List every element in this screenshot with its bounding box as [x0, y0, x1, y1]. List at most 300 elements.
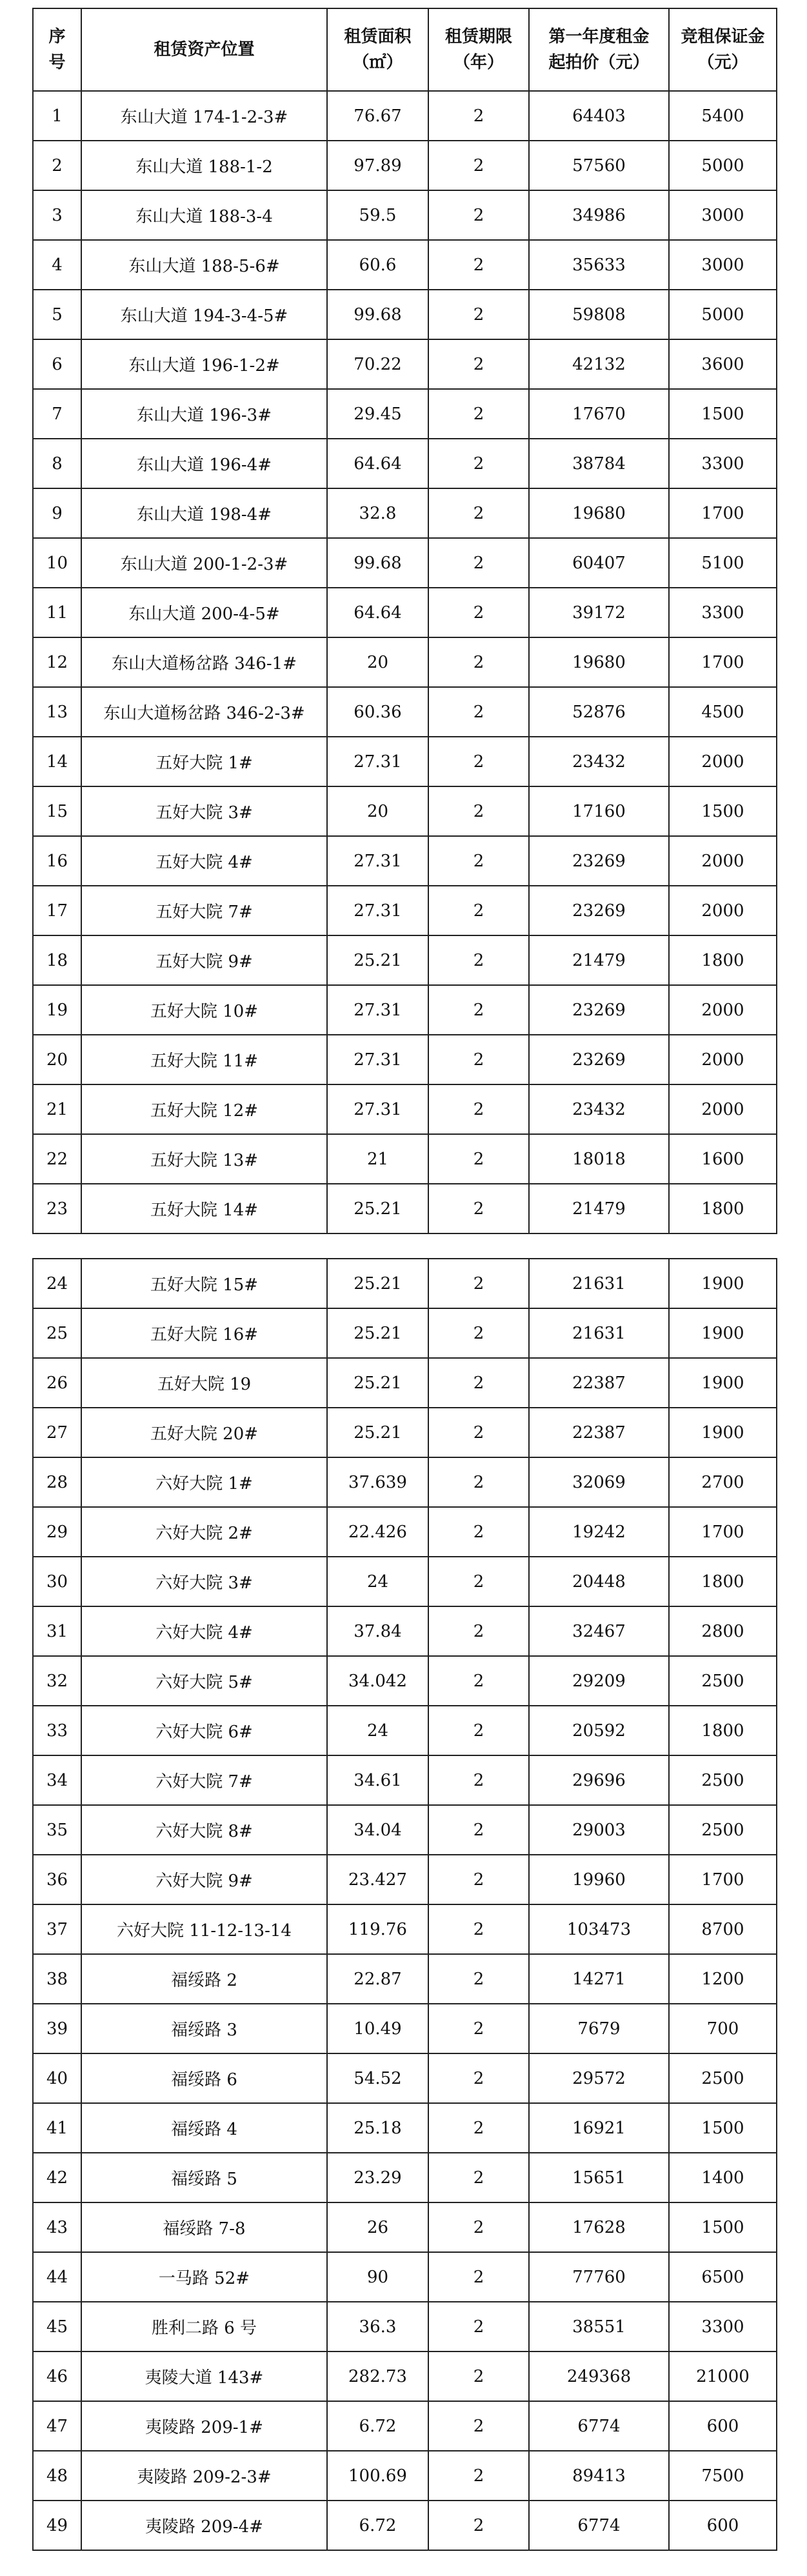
table-row — [33, 190, 777, 240]
table-row — [33, 339, 777, 389]
cell-deposit: 600 — [669, 2501, 777, 2550]
cell-area: 21 — [327, 1134, 428, 1184]
rental-table-part-1 — [32, 8, 777, 1234]
table-row — [33, 1507, 777, 1557]
cell-no: 20 — [33, 1035, 81, 1084]
cell-no: 16 — [33, 836, 81, 886]
cell-deposit: 3300 — [669, 439, 777, 488]
cell-no: 32 — [33, 1656, 81, 1706]
cell-location: 夷陵路 209-4# — [81, 2501, 327, 2550]
cell-area: 119.76 — [327, 1904, 428, 1954]
cell-no: 23 — [33, 1184, 81, 1233]
cell-area: 34.61 — [327, 1755, 428, 1805]
table-row — [33, 1954, 777, 2004]
cell-term: 2 — [428, 2451, 529, 2501]
cell-area: 10.49 — [327, 2004, 428, 2053]
cell-location: 夷陵大道 143# — [81, 2351, 327, 2401]
cell-term: 2 — [428, 985, 529, 1035]
cell-no: 4 — [33, 240, 81, 290]
cell-no: 40 — [33, 2053, 81, 2103]
cell-area: 37.639 — [327, 1457, 428, 1507]
cell-deposit: 2700 — [669, 1457, 777, 1507]
cell-location: 五好大院 19 — [81, 1358, 327, 1408]
cell-area: 23.29 — [327, 2153, 428, 2202]
cell-area: 59.5 — [327, 190, 428, 240]
cell-deposit: 1800 — [669, 935, 777, 985]
cell-price: 34986 — [529, 190, 669, 240]
cell-price: 23269 — [529, 836, 669, 886]
cell-no: 37 — [33, 1904, 81, 1954]
header-term: 租赁期限 （年） — [428, 8, 529, 91]
cell-no: 12 — [33, 637, 81, 687]
cell-deposit: 1600 — [669, 1134, 777, 1184]
table-header-row — [33, 8, 777, 91]
cell-deposit: 1400 — [669, 2153, 777, 2202]
cell-location: 五好大院 20# — [81, 1408, 327, 1457]
table-row — [33, 1134, 777, 1184]
cell-term: 2 — [428, 1259, 529, 1308]
cell-deposit: 2500 — [669, 1805, 777, 1855]
cell-price: 77760 — [529, 2252, 669, 2302]
cell-location: 福绥路 4 — [81, 2103, 327, 2153]
cell-deposit: 5100 — [669, 538, 777, 588]
cell-deposit: 1800 — [669, 1184, 777, 1233]
cell-no: 30 — [33, 1557, 81, 1606]
cell-term: 2 — [428, 1308, 529, 1358]
cell-area: 26 — [327, 2202, 428, 2252]
cell-location: 六好大院 1# — [81, 1457, 327, 1507]
cell-deposit: 1900 — [669, 1408, 777, 1457]
cell-no: 21 — [33, 1084, 81, 1134]
cell-no: 41 — [33, 2103, 81, 2153]
cell-price: 29572 — [529, 2053, 669, 2103]
table-row — [33, 141, 777, 190]
cell-price: 249368 — [529, 2351, 669, 2401]
table-row — [33, 1457, 777, 1507]
cell-area: 76.67 — [327, 91, 428, 141]
cell-deposit: 2800 — [669, 1606, 777, 1656]
cell-deposit: 2500 — [669, 2053, 777, 2103]
cell-location: 东山大道 194-3-4-5# — [81, 290, 327, 339]
cell-no: 6 — [33, 339, 81, 389]
table-row — [33, 2004, 777, 2053]
table-row — [33, 886, 777, 935]
cell-price: 35633 — [529, 240, 669, 290]
cell-deposit: 5000 — [669, 290, 777, 339]
cell-deposit: 1800 — [669, 1557, 777, 1606]
cell-deposit: 600 — [669, 2401, 777, 2451]
cell-location: 五好大院 13# — [81, 1134, 327, 1184]
cell-deposit: 3000 — [669, 190, 777, 240]
cell-price: 23269 — [529, 985, 669, 1035]
cell-no: 9 — [33, 488, 81, 538]
cell-term: 2 — [428, 190, 529, 240]
cell-area: 99.68 — [327, 290, 428, 339]
cell-no: 34 — [33, 1755, 81, 1805]
cell-price: 32069 — [529, 1457, 669, 1507]
cell-deposit: 2500 — [669, 1656, 777, 1706]
cell-term: 2 — [428, 2004, 529, 2053]
cell-no: 24 — [33, 1259, 81, 1308]
cell-term: 2 — [428, 886, 529, 935]
table-row — [33, 687, 777, 737]
cell-area: 23.427 — [327, 1855, 428, 1904]
cell-no: 44 — [33, 2252, 81, 2302]
cell-deposit: 2000 — [669, 886, 777, 935]
cell-term: 2 — [428, 737, 529, 786]
cell-area: 32.8 — [327, 488, 428, 538]
cell-location: 六好大院 8# — [81, 1805, 327, 1855]
cell-location: 五好大院 9# — [81, 935, 327, 985]
cell-no: 45 — [33, 2302, 81, 2351]
cell-term: 2 — [428, 439, 529, 488]
cell-area: 90 — [327, 2252, 428, 2302]
cell-term: 2 — [428, 687, 529, 737]
cell-area: 60.6 — [327, 240, 428, 290]
cell-location: 福绥路 6 — [81, 2053, 327, 2103]
cell-area: 24 — [327, 1706, 428, 1755]
cell-no: 46 — [33, 2351, 81, 2401]
cell-term: 2 — [428, 1358, 529, 1408]
cell-no: 15 — [33, 786, 81, 836]
cell-price: 21479 — [529, 935, 669, 985]
cell-area: 64.64 — [327, 439, 428, 488]
cell-location: 五好大院 15# — [81, 1259, 327, 1308]
cell-location: 东山大道杨岔路 346-1# — [81, 637, 327, 687]
cell-price: 21631 — [529, 1308, 669, 1358]
cell-location: 东山大道 188-5-6# — [81, 240, 327, 290]
cell-location: 六好大院 6# — [81, 1706, 327, 1755]
cell-price: 32467 — [529, 1606, 669, 1656]
cell-area: 282.73 — [327, 2351, 428, 2401]
table-row — [33, 935, 777, 985]
table-row — [33, 1656, 777, 1706]
cell-location: 福绥路 5 — [81, 2153, 327, 2202]
cell-deposit: 6500 — [669, 2252, 777, 2302]
table-row — [33, 1904, 777, 1954]
cell-price: 89413 — [529, 2451, 669, 2501]
cell-location: 福绥路 2 — [81, 1954, 327, 2004]
table-row — [33, 439, 777, 488]
cell-location: 五好大院 11# — [81, 1035, 327, 1084]
cell-location: 东山大道 188-3-4 — [81, 190, 327, 240]
cell-location: 东山大道 200-4-5# — [81, 588, 327, 637]
table-row — [33, 2153, 777, 2202]
cell-area: 20 — [327, 786, 428, 836]
cell-area: 37.84 — [327, 1606, 428, 1656]
cell-area: 27.31 — [327, 737, 428, 786]
table-row — [33, 737, 777, 786]
table-row — [33, 1805, 777, 1855]
cell-no: 48 — [33, 2451, 81, 2501]
cell-area: 27.31 — [327, 1084, 428, 1134]
cell-price: 52876 — [529, 687, 669, 737]
table-row — [33, 2501, 777, 2550]
cell-term: 2 — [428, 1855, 529, 1904]
cell-term: 2 — [428, 141, 529, 190]
cell-location: 一马路 52# — [81, 2252, 327, 2302]
cell-area: 29.45 — [327, 389, 428, 439]
cell-no: 3 — [33, 190, 81, 240]
cell-term: 2 — [428, 836, 529, 886]
cell-deposit: 1200 — [669, 1954, 777, 2004]
cell-price: 19960 — [529, 1855, 669, 1904]
cell-area: 22.87 — [327, 1954, 428, 2004]
cell-price: 19242 — [529, 1507, 669, 1557]
cell-term: 2 — [428, 637, 529, 687]
cell-term: 2 — [428, 1805, 529, 1855]
cell-location: 五好大院 10# — [81, 985, 327, 1035]
cell-term: 2 — [428, 2351, 529, 2401]
table-body-part-2 — [33, 1259, 777, 2550]
cell-area: 97.89 — [327, 141, 428, 190]
cell-location: 五好大院 16# — [81, 1308, 327, 1358]
cell-price: 6774 — [529, 2501, 669, 2550]
cell-area: 25.18 — [327, 2103, 428, 2153]
cell-term: 2 — [428, 538, 529, 588]
cell-location: 五好大院 1# — [81, 737, 327, 786]
cell-location: 六好大院 9# — [81, 1855, 327, 1904]
cell-no: 36 — [33, 1855, 81, 1904]
table-row — [33, 1706, 777, 1755]
cell-price: 42132 — [529, 339, 669, 389]
cell-location: 东山大道杨岔路 346-2-3# — [81, 687, 327, 737]
cell-deposit: 1500 — [669, 786, 777, 836]
cell-area: 27.31 — [327, 1035, 428, 1084]
cell-price: 103473 — [529, 1904, 669, 1954]
cell-location: 福绥路 7-8 — [81, 2202, 327, 2252]
cell-price: 39172 — [529, 588, 669, 637]
cell-deposit: 4500 — [669, 687, 777, 737]
table-row — [33, 1358, 777, 1408]
cell-price: 21631 — [529, 1259, 669, 1308]
table-row — [33, 2351, 777, 2401]
cell-price: 14271 — [529, 1954, 669, 2004]
cell-no: 27 — [33, 1408, 81, 1457]
cell-deposit: 2000 — [669, 737, 777, 786]
cell-price: 22387 — [529, 1358, 669, 1408]
table-row — [33, 240, 777, 290]
table-row — [33, 2202, 777, 2252]
cell-no: 31 — [33, 1606, 81, 1656]
table-row — [33, 1855, 777, 1904]
cell-price: 23269 — [529, 1035, 669, 1084]
cell-area: 6.72 — [327, 2501, 428, 2550]
cell-price: 17670 — [529, 389, 669, 439]
table-row — [33, 2252, 777, 2302]
cell-deposit: 3300 — [669, 2302, 777, 2351]
cell-deposit: 1900 — [669, 1308, 777, 1358]
cell-no: 42 — [33, 2153, 81, 2202]
cell-price: 17160 — [529, 786, 669, 836]
cell-price: 15651 — [529, 2153, 669, 2202]
cell-term: 2 — [428, 240, 529, 290]
header-area: 租赁面积 （㎡） — [327, 8, 428, 91]
cell-term: 2 — [428, 339, 529, 389]
header-location: 租赁资产位置 — [81, 8, 327, 91]
table-row — [33, 836, 777, 886]
cell-location: 东山大道 188-1-2 — [81, 141, 327, 190]
cell-area: 64.64 — [327, 588, 428, 637]
cell-deposit: 3000 — [669, 240, 777, 290]
table-row — [33, 637, 777, 687]
cell-price: 23432 — [529, 737, 669, 786]
cell-term: 2 — [428, 1656, 529, 1706]
cell-term: 2 — [428, 935, 529, 985]
cell-location: 东山大道 198-4# — [81, 488, 327, 538]
cell-area: 27.31 — [327, 836, 428, 886]
cell-price: 18018 — [529, 1134, 669, 1184]
cell-deposit: 21000 — [669, 2351, 777, 2401]
cell-term: 2 — [428, 2252, 529, 2302]
cell-price: 29696 — [529, 1755, 669, 1805]
cell-location: 五好大院 14# — [81, 1184, 327, 1233]
cell-location: 东山大道 174-1-2-3# — [81, 91, 327, 141]
cell-area: 36.3 — [327, 2302, 428, 2351]
cell-price: 19680 — [529, 637, 669, 687]
cell-location: 六好大院 4# — [81, 1606, 327, 1656]
cell-price: 29003 — [529, 1805, 669, 1855]
cell-deposit: 1700 — [669, 637, 777, 687]
cell-price: 59808 — [529, 290, 669, 339]
table-row — [33, 588, 777, 637]
cell-price: 21479 — [529, 1184, 669, 1233]
cell-no: 47 — [33, 2401, 81, 2451]
cell-price: 6774 — [529, 2401, 669, 2451]
cell-price: 19680 — [529, 488, 669, 538]
cell-price: 57560 — [529, 141, 669, 190]
cell-area: 99.68 — [327, 538, 428, 588]
cell-no: 29 — [33, 1507, 81, 1557]
cell-deposit: 2000 — [669, 1084, 777, 1134]
cell-no: 38 — [33, 1954, 81, 2004]
cell-no: 43 — [33, 2202, 81, 2252]
cell-location: 六好大院 11-12-13-14 — [81, 1904, 327, 1954]
cell-location: 胜利二路 6 号 — [81, 2302, 327, 2351]
cell-price: 23269 — [529, 886, 669, 935]
cell-location: 五好大院 4# — [81, 836, 327, 886]
cell-term: 2 — [428, 1904, 529, 1954]
cell-term: 2 — [428, 1035, 529, 1084]
table-row — [33, 985, 777, 1035]
cell-term: 2 — [428, 1954, 529, 2004]
cell-term: 2 — [428, 1755, 529, 1805]
table-row — [33, 1557, 777, 1606]
cell-term: 2 — [428, 2501, 529, 2550]
cell-area: 34.042 — [327, 1656, 428, 1706]
cell-deposit: 1500 — [669, 389, 777, 439]
cell-price: 17628 — [529, 2202, 669, 2252]
cell-price: 38551 — [529, 2302, 669, 2351]
cell-area: 25.21 — [327, 1358, 428, 1408]
cell-deposit: 1700 — [669, 488, 777, 538]
cell-deposit: 7500 — [669, 2451, 777, 2501]
cell-no: 35 — [33, 1805, 81, 1855]
cell-price: 38784 — [529, 439, 669, 488]
cell-deposit: 3300 — [669, 588, 777, 637]
table-row — [33, 1308, 777, 1358]
cell-no: 25 — [33, 1308, 81, 1358]
cell-area: 20 — [327, 637, 428, 687]
cell-deposit: 2000 — [669, 985, 777, 1035]
cell-location: 五好大院 3# — [81, 786, 327, 836]
cell-term: 2 — [428, 2103, 529, 2153]
cell-no: 39 — [33, 2004, 81, 2053]
cell-location: 六好大院 3# — [81, 1557, 327, 1606]
cell-area: 25.21 — [327, 1308, 428, 1358]
cell-deposit: 700 — [669, 2004, 777, 2053]
table-row — [33, 290, 777, 339]
cell-deposit: 5000 — [669, 141, 777, 190]
cell-deposit: 1700 — [669, 1507, 777, 1557]
cell-term: 2 — [428, 2053, 529, 2103]
cell-no: 7 — [33, 389, 81, 439]
table-row — [33, 1755, 777, 1805]
cell-location: 六好大院 2# — [81, 1507, 327, 1557]
cell-no: 8 — [33, 439, 81, 488]
cell-term: 2 — [428, 588, 529, 637]
cell-deposit: 1800 — [669, 1706, 777, 1755]
cell-no: 28 — [33, 1457, 81, 1507]
table-row — [33, 488, 777, 538]
table-row — [33, 2103, 777, 2153]
table-row — [33, 2053, 777, 2103]
cell-term: 2 — [428, 2302, 529, 2351]
cell-deposit: 2000 — [669, 1035, 777, 1084]
cell-term: 2 — [428, 2202, 529, 2252]
cell-term: 2 — [428, 1507, 529, 1557]
cell-price: 64403 — [529, 91, 669, 141]
table-row — [33, 2451, 777, 2501]
table-row — [33, 1084, 777, 1134]
cell-term: 2 — [428, 1134, 529, 1184]
cell-no: 2 — [33, 141, 81, 190]
table-row — [33, 2302, 777, 2351]
cell-no: 19 — [33, 985, 81, 1035]
cell-deposit: 1900 — [669, 1259, 777, 1308]
cell-no: 5 — [33, 290, 81, 339]
cell-price: 16921 — [529, 2103, 669, 2153]
table-row — [33, 786, 777, 836]
cell-term: 2 — [428, 2401, 529, 2451]
table-row — [33, 91, 777, 141]
header-no: 序 号 — [33, 8, 81, 91]
table-row — [33, 1035, 777, 1084]
table-row — [33, 1184, 777, 1233]
cell-deposit: 1500 — [669, 2202, 777, 2252]
table-row — [33, 1606, 777, 1656]
cell-term: 2 — [428, 1084, 529, 1134]
cell-area: 54.52 — [327, 2053, 428, 2103]
cell-no: 22 — [33, 1134, 81, 1184]
cell-area: 60.36 — [327, 687, 428, 737]
cell-location: 东山大道 196-1-2# — [81, 339, 327, 389]
cell-area: 25.21 — [327, 1259, 428, 1308]
cell-location: 夷陵路 209-1# — [81, 2401, 327, 2451]
table-body-part-1 — [33, 91, 777, 1233]
cell-deposit: 3600 — [669, 339, 777, 389]
cell-no: 1 — [33, 91, 81, 141]
cell-area: 24 — [327, 1557, 428, 1606]
cell-deposit: 2000 — [669, 836, 777, 886]
header-price: 第一年度租金 起拍价（元） — [529, 8, 669, 91]
cell-location: 东山大道 196-3# — [81, 389, 327, 439]
cell-no: 13 — [33, 687, 81, 737]
cell-deposit: 1900 — [669, 1358, 777, 1408]
table-row — [33, 1259, 777, 1308]
rental-table-part-2 — [32, 1258, 777, 2551]
table-row — [33, 538, 777, 588]
